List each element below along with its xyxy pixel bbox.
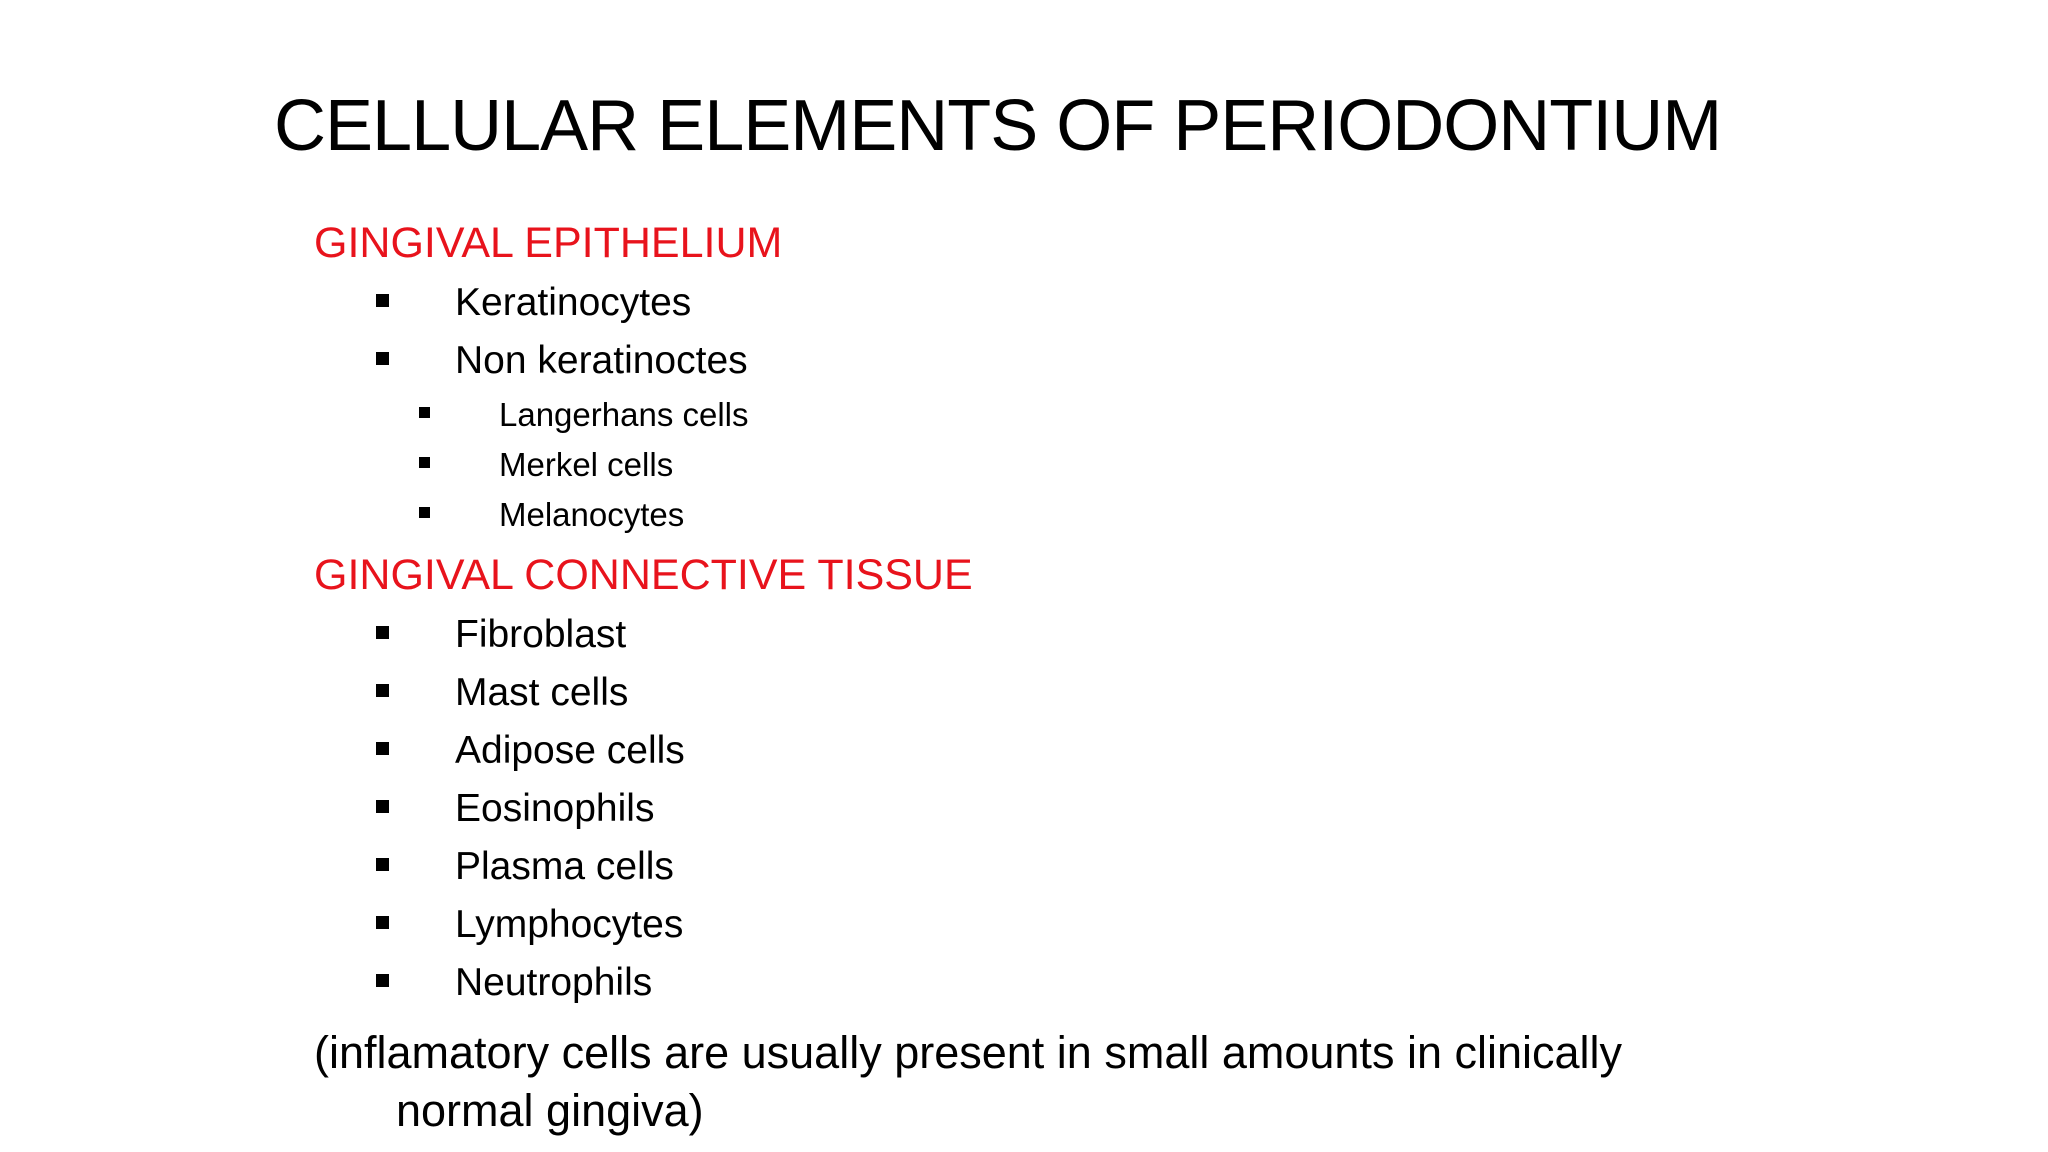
list-item-label: Adipose cells (455, 729, 685, 772)
slide-content (314, 212, 1834, 1152)
list-item-label: Lymphocytes (455, 903, 684, 946)
list-item-label: Plasma cells (455, 845, 674, 888)
bullet-list (314, 606, 1834, 1012)
list-item-label: Eosinophils (455, 787, 655, 830)
section-gingival-epithelium (314, 212, 1834, 540)
square-bullet-icon (376, 352, 389, 365)
sub-list-item-label: Melanocytes (499, 496, 685, 533)
sub-list-item (314, 390, 1834, 440)
list-item (314, 838, 1834, 896)
section-heading: GINGIVAL EPITHELIUM (314, 219, 783, 267)
list-item (314, 896, 1834, 954)
footnote: (inflamatory cells are usually present in small amounts in clinically normal gingiva) (314, 1027, 1623, 1136)
square-bullet-icon (376, 684, 389, 697)
square-bullet-icon (376, 294, 389, 307)
sub-list-item-label: Merkel cells (499, 446, 674, 483)
list-item (314, 722, 1834, 780)
section-gingival-connective-tissue (314, 544, 1834, 1012)
sub-list-item (314, 440, 1834, 490)
sub-list-item-label: Langerhans cells (499, 396, 749, 433)
list-item-label: Neutrophils (455, 961, 653, 1004)
square-bullet-icon (376, 858, 389, 871)
list-item (314, 332, 1834, 390)
list-item (314, 606, 1834, 664)
list-item-label: Keratinocytes (455, 281, 692, 324)
square-bullet-icon (376, 916, 389, 929)
square-bullet-icon (376, 800, 389, 813)
list-item-label: Mast cells (455, 671, 629, 714)
list-item (314, 780, 1834, 838)
square-bullet-icon (376, 626, 389, 639)
square-bullet-icon (419, 507, 430, 518)
list-item (314, 664, 1834, 722)
square-bullet-icon (376, 742, 389, 755)
square-bullet-icon (376, 974, 389, 987)
sub-bullet-list (314, 390, 1834, 540)
list-item (314, 954, 1834, 1012)
slide-title: CELLULAR ELEMENTS OF PERIODONTIUM (274, 86, 1722, 166)
section-heading: GINGIVAL CONNECTIVE TISSUE (314, 551, 973, 599)
sub-list-item (314, 490, 1834, 540)
list-item (314, 274, 1834, 332)
square-bullet-icon (419, 407, 430, 418)
bullet-list (314, 274, 1834, 390)
list-item-label: Fibroblast (455, 613, 627, 656)
list-item-label: Non keratinoctes (455, 339, 748, 382)
square-bullet-icon (419, 457, 430, 468)
